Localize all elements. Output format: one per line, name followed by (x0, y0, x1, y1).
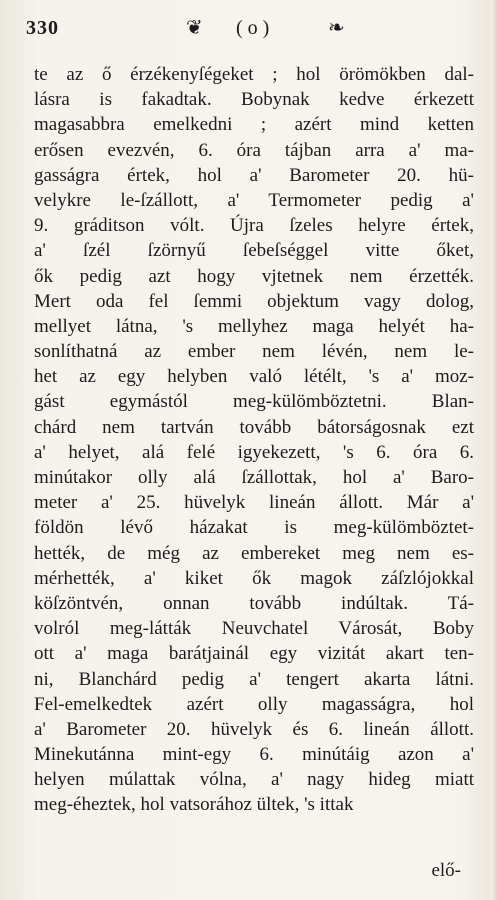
page-edge (491, 0, 497, 900)
text-line: erősen evezvén, 6. óra tájban arra a' ma- (34, 139, 474, 161)
text-line: hették, de még az embereket meg nem es- (34, 542, 474, 564)
text-line: meter a' 25. hüvelyk lineán állott. Már a' (34, 492, 474, 514)
text-line: volról meg-látták Neuvchatel Városát, Boby (34, 618, 474, 640)
text-line: lásra is fakadtak. Bobynak kedve érkezett (34, 89, 474, 111)
text-line: a' helyet, alá felé igyekezett, 's 6. óra 6. (34, 441, 474, 463)
body-text (34, 62, 474, 818)
text-line: a' ſzél ſzörnyű ſebeſséggel vitte őket, (34, 240, 474, 262)
text-line: a' Barometer 20. hüvelyk és 6. lineán állott. (34, 718, 474, 740)
text-line: magasabbra emelkedni ; azért mind ketten (34, 114, 474, 136)
text-line: földön lévő házakat is meg-külömböztet- (34, 517, 474, 539)
text-line: ott a' maga barátjainál egy vizitát akart ten- (34, 643, 474, 665)
text-line: gást egymástól meg-külömböztetni. Blan- (34, 391, 474, 413)
text-line: het az egy helyben való létélt, 's a' moz- (34, 366, 474, 388)
text-line: helyen múlattak vólna, a' nagy hideg miatt (34, 769, 474, 791)
text-line: Fel-emelkedtek azért olly magasságra, hol (34, 693, 474, 715)
text-line: mérhették, a' kiket ők magok záſzlójokkal (34, 567, 474, 589)
text-line: te az ő érzékenyſégeket ; hol örömökben dal- (34, 64, 474, 85)
text-line: sonlíthatná az ember nem lévén, nem le- (34, 341, 474, 363)
text-line: köſzöntvén, onnan tovább indúltak. Tá- (34, 592, 474, 614)
text-line: 9. gráditson vólt. Újra ſzeles helyre értek, (34, 215, 474, 237)
floral-ornament-left-icon: ❦ (186, 17, 203, 39)
text-line: ők pedig azt hogy vjtetnek nem érzették. (34, 265, 474, 287)
text-line: chárd nem tartván tovább bátorságosnak ezt (34, 416, 474, 438)
text-line: mellyet látna, 's mellyhez maga helyét ha- (34, 315, 474, 337)
text-line: Mert oda fel ſemmi objektum vagy dolog, (34, 290, 474, 312)
text-line: meg-éheztek, hol vatsorához ültek, 's ittak (34, 794, 354, 816)
page-number: 330 (26, 17, 59, 39)
page-header (26, 8, 469, 48)
text-line: Minekutánna mint-egy 6. minútáig azon a' (34, 744, 474, 766)
signature-mark: ( o ) (236, 17, 270, 39)
floral-ornament-right-icon: ❧ (328, 17, 345, 39)
text-line: minútakor olly alá ſzállottak, hol a' Baro- (34, 467, 474, 488)
text-line: gasságra értek, hol a' Barometer 20. hü- (34, 164, 474, 186)
text-line: ni, Blanchárd pedig a' tengert akarta látni. (34, 668, 474, 690)
text-line: velykre le-ſzállott, a' Termometer pedig a' (34, 189, 474, 211)
catchword: elő- (431, 860, 461, 881)
